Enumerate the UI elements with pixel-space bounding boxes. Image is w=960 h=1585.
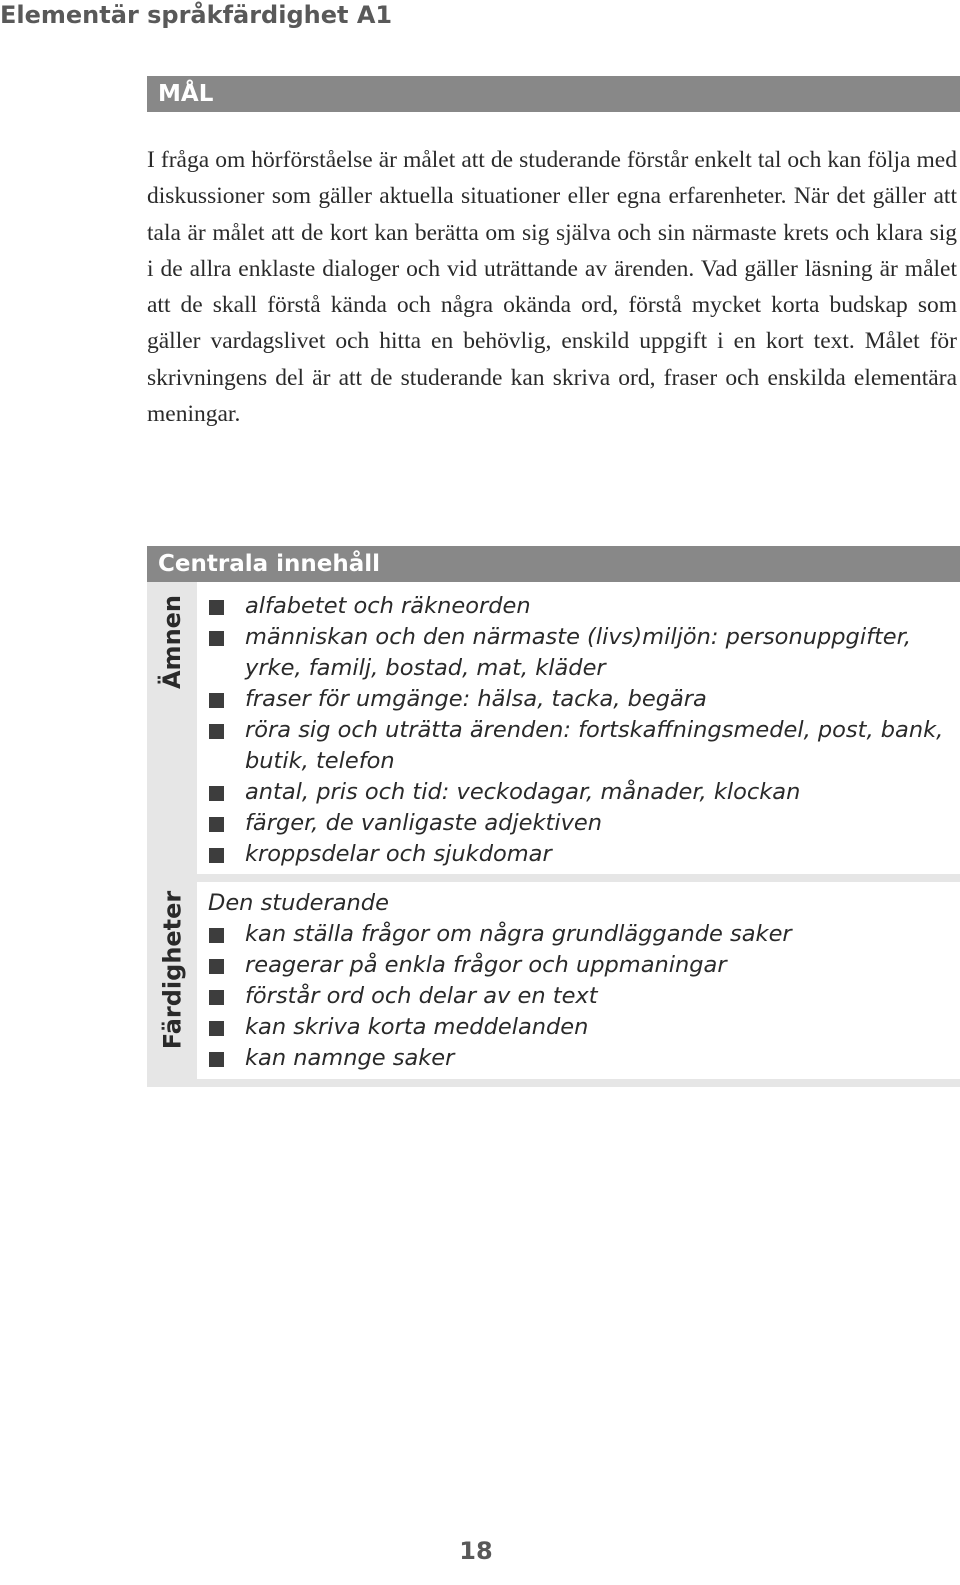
list-item xyxy=(208,919,948,950)
list-item xyxy=(208,839,948,870)
goal-paragraph: I fråga om hörförståelse är målet att de studerande förstår enkelt tal och kan följa med diskussioner som gäller aktuella situationer eller egna erfarenheter. När det gäller att tala är målet att de kort kan berätta om sig själva och sin närmaste krets och klara sig i de allra enklaste dialoger och vid uträttande av ärenden. Vad gäller läsning är målet att de skall förstå kända och några okända ord, förstå mycket korta budskap som gäller vardagslivet och hitta en behövlig, enskild uppgift i en kort text. Målet för skrivningens del är att de studerande kan skriva ord, fraser och enskilda elementära meningar. xyxy=(147,147,957,428)
square-bullet-icon xyxy=(209,990,224,1005)
square-bullet-icon xyxy=(209,600,224,615)
document-title: Elementär språkfärdighet A1 xyxy=(0,1,393,29)
list-item-text: kan ställa frågor om några grundläggande saker xyxy=(245,921,792,947)
list-item-text: alfabetet och räkneorden xyxy=(245,593,531,619)
content-heading: Centrala innehåll xyxy=(147,546,960,582)
list-item xyxy=(208,1043,948,1074)
list-item-text: fraser för umgänge: hälsa, tacka, begära xyxy=(245,686,707,712)
goal-heading: MÅL xyxy=(147,76,960,112)
list-item-text: kan namnge saker xyxy=(245,1045,455,1071)
skills-intro: Den studerande xyxy=(208,890,389,916)
square-bullet-icon xyxy=(209,724,224,739)
square-bullet-icon xyxy=(209,1052,224,1067)
list-item-text: reagerar på enkla frågor och uppmaningar xyxy=(245,952,727,978)
skills-label-text: Färdigheter xyxy=(158,890,186,1049)
list-item-text: färger, de vanligaste adjektiven xyxy=(245,810,603,836)
square-bullet-icon xyxy=(209,1021,224,1036)
topics-label xyxy=(147,587,197,697)
square-bullet-icon xyxy=(209,928,224,943)
square-bullet-icon xyxy=(209,631,224,646)
list-item xyxy=(208,684,948,715)
topics-list xyxy=(208,591,948,870)
square-bullet-icon xyxy=(209,693,224,708)
list-item xyxy=(208,950,948,981)
list-item xyxy=(208,777,948,808)
section-divider xyxy=(197,874,960,882)
list-item-text: kan skriva korta meddelanden xyxy=(245,1014,589,1040)
list-item xyxy=(208,1012,948,1043)
list-item-text: kroppsdelar och sjukdomar xyxy=(245,841,552,867)
square-bullet-icon xyxy=(209,786,224,801)
list-item xyxy=(208,591,948,622)
list-item xyxy=(208,622,948,684)
list-item-text: antal, pris och tid: veckodagar, månader, klockan xyxy=(245,779,801,805)
topics-label-text: Ämnen xyxy=(158,594,186,690)
square-bullet-icon xyxy=(209,848,224,863)
list-item-text: förstår ord och delar av en text xyxy=(245,983,598,1009)
list-item xyxy=(208,715,948,777)
list-item xyxy=(208,808,948,839)
square-bullet-icon xyxy=(209,817,224,832)
page-number: 18 xyxy=(459,1537,493,1565)
skills-list xyxy=(208,919,948,1074)
list-item xyxy=(208,981,948,1012)
square-bullet-icon xyxy=(209,959,224,974)
list-item-text: människan och den närmaste (livs)miljön: personuppgifter, yrke, familj, bostad, mat, kläder xyxy=(245,624,911,681)
list-item-text: röra sig och uträtta ärenden: fortskaffningsmedel, post, bank, butik, telefon xyxy=(245,717,944,774)
section-bottom-rule xyxy=(197,1079,960,1087)
skills-label xyxy=(147,887,197,1052)
